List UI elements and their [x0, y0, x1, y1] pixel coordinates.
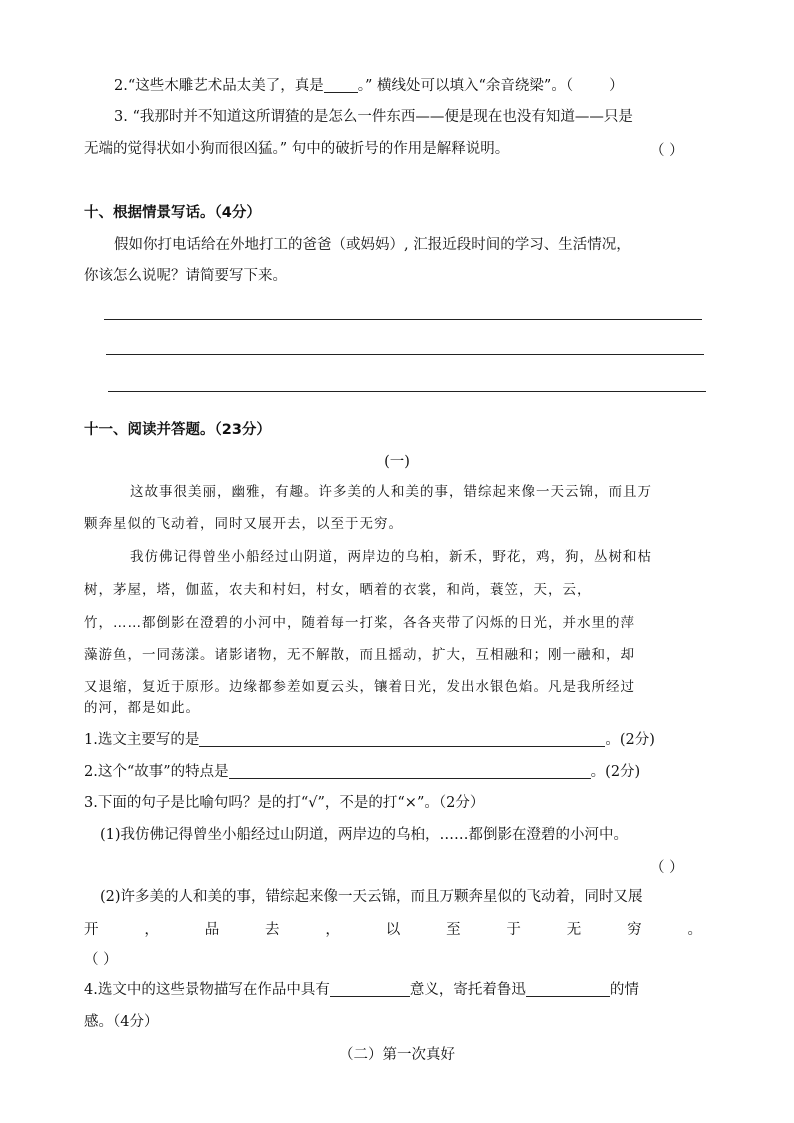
question-11-4-line2: 感。（4分） [84, 1014, 159, 1030]
question-3-line1: 3. “我那时并不知道这所谓猹的是怎么一件东西——便是现在也没有知道——只是 [114, 109, 633, 125]
question-11-2: 2.这个“故事”的特点是 。(2分) [84, 764, 641, 780]
question-2: 2.“这些木雕艺术品太美了，真是 。” 横线处可以填入“余音绕梁”。（ ） [114, 78, 624, 94]
passage-1-title: (一) [384, 454, 410, 470]
question-11-1: 1.选文主要写的是 。(2分) [84, 732, 655, 748]
answer-blank[interactable] [526, 980, 610, 997]
answer-blank[interactable] [229, 762, 591, 779]
passage-1-p1-line1: 这故事很美丽，幽雅，有趣。许多美的人和美的事，错综起来像一天云锦，而且万 [130, 484, 652, 500]
answer-paren[interactable]: （ ） [650, 143, 684, 159]
question-11-3: 3.下面的句子是比喻句吗？是的打“√”，不是的打“×”。（2分） [84, 795, 485, 811]
section-10-prompt-line1: 假如你打电话给在外地打工的爸爸（或妈妈）, 汇报近段时间的学习、生活情况， [114, 237, 631, 253]
passage-1-p2-line5: 又退缩，复近于原形。边缘都参差如夏云头，镶着日光，发出水银色焰。凡是我所经过 [84, 679, 635, 695]
question-11-3-1: (1)我仿佛记得曾坐小船经过山阴道，两岸边的乌桕，……都倒影在澄碧的小河中。 [100, 827, 629, 843]
passage-1-p2-line1: 我仿佛记得曾坐小船经过山阴道，两岸边的乌桕，新禾，野花，鸡，狗，丛树和枯 [130, 549, 652, 565]
answer-blank[interactable] [199, 730, 605, 747]
passage-1-p2-line3: 竹，……都倒影在澄碧的小河中，随着每一打桨，各各夹带了闪烁的日光，并水里的萍 [84, 615, 635, 631]
section-10-heading: 十、根据情景写话。（4分） [84, 205, 261, 221]
passage-1-p1-line2: 颗奔星似的飞动着，同时又展开去，以至于无穷。 [84, 516, 403, 532]
question-3-line2: 无端的觉得状如小狗而很凶猛。” 句中的破折号的作用是解释说明。 [84, 141, 510, 157]
answer-blank[interactable] [330, 980, 410, 997]
passage-1-p2-line4: 藻游鱼，一同荡漾。诸影诸物，无不解散，而且摇动，扩大，互相融和；刚一融和，却 [84, 647, 635, 663]
writing-line[interactable] [108, 391, 706, 392]
section-10-prompt-line2: 你该怎么说呢？请简要写下来。 [84, 268, 287, 284]
answer-paren[interactable]: （ ） [84, 952, 118, 968]
answer-blank[interactable] [324, 76, 358, 93]
passage-1-p2-line2: 树，茅屋，塔，伽蓝，农夫和村妇，村女，晒着的衣裳，和尚，蓑笠，天，云， [84, 582, 592, 598]
question-11-4: 4.选文中的这些景物描写在作品中具有 意义，寄托着鲁迅 的情 [84, 982, 639, 998]
question-11-3-2-line1: (2)许多美的人和美的事，错综起来像一天云锦，而且万颗奔星似的飞动着，同时又展 [100, 889, 643, 905]
answer-paren[interactable]: （ ） [650, 860, 684, 876]
question-11-3-2-line2: 开 ， 品 去 ， 以 至 于 无 穷 。 [84, 922, 702, 938]
passage-2-title: （二）第一次真好 [339, 1047, 455, 1063]
writing-line[interactable] [106, 354, 704, 355]
passage-1-p2-line6: 的河，都是如此。 [84, 700, 200, 716]
writing-line[interactable] [104, 319, 702, 320]
section-11-heading: 十一、阅读并答题。（23分） [84, 422, 271, 438]
